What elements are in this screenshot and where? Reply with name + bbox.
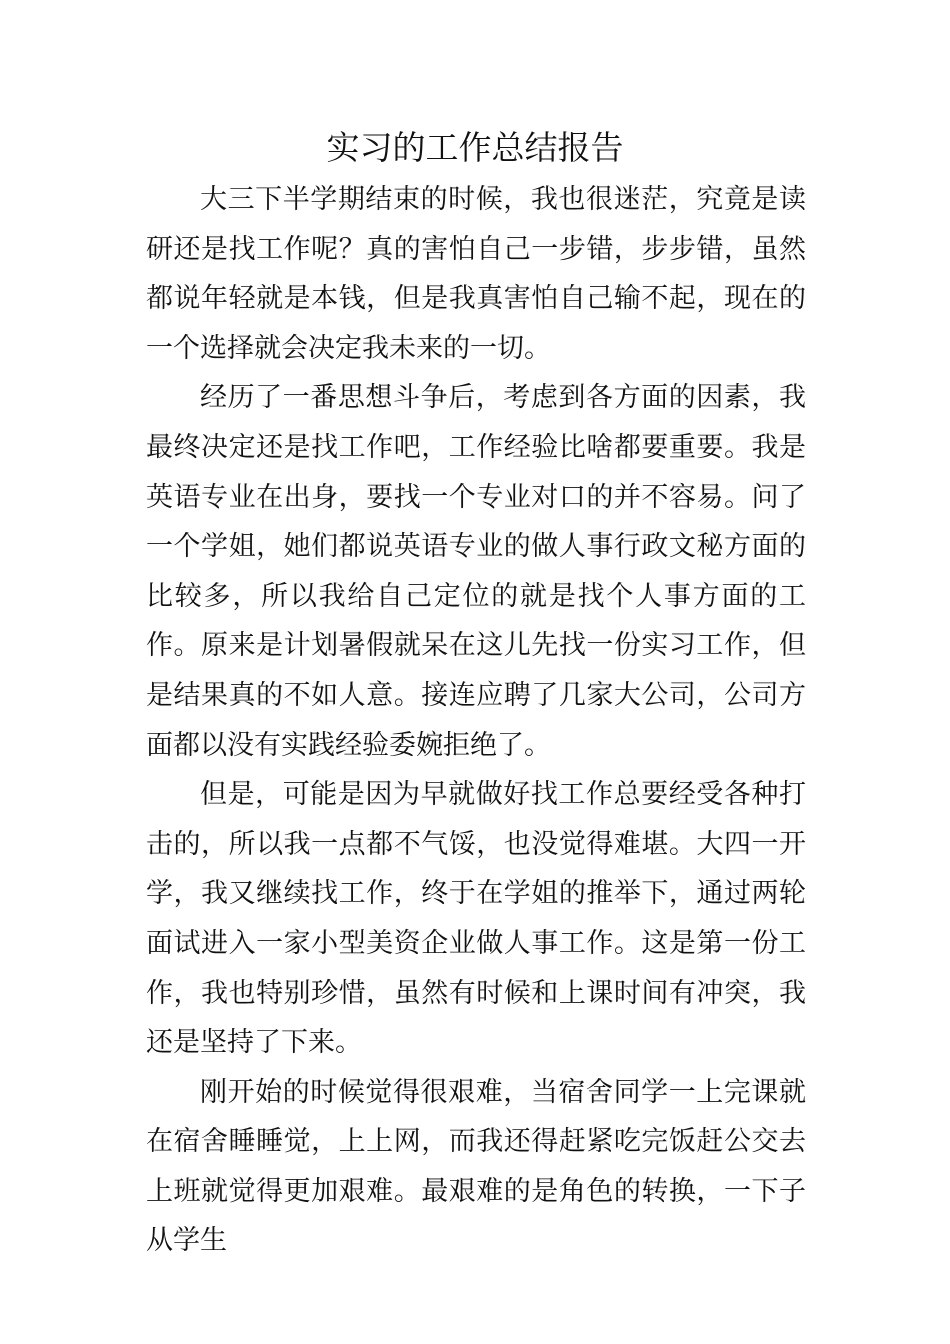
paragraph: 经历了一番思想斗争后，考虑到各方面的因素，我最终决定还是找工作吧，工作经验比啥都要重要。我是英语专业在出身，要找一个专业对口的并不容易。问了一个学姐，她们都说英语专业的做人事行政文秘方面的比较多，所以我给自己定位的就是找个人事方面的工作。原来是计划暑假就呆在这儿先找一份实习工作，但是结果真的不如人意。接连应聘了几家大公司，公司方面都以没有实践经验委婉拒绝了。 (146, 382, 806, 761)
paragraph: 但是，可能是因为早就做好找工作总要经受各种打击的，所以我一点都不气馁，也没觉得难堪。大四一开学，我又继续找工作，终于在学姐的推举下，通过两轮面试进入一家小型美资企业做人事工作。这是第一份工作，我也特别珍惜，虽然有时候和上课时间有冲突，我还是坚持了下来。 (146, 779, 806, 1059)
document-title: 实习的工作总结报告 (326, 128, 624, 167)
paragraph: 刚开始的时候觉得很艰难，当宿舍同学一上完课就在宿舍睡睡觉，上上网，而我还得赶紧吃完饭赶公交去上班就觉得更加艰难。最艰难的是角色的转换，一下子从学生 (146, 1076, 806, 1257)
document-body (146, 175, 806, 1266)
paragraph: 大三下半学期结束的时候，我也很迷茫，究竟是读研还是找工作呢？真的害怕自己一步错，步步错，虽然都说年轻就是本钱，但是我真害怕自己输不起，现在的一个选择就会决定我未来的一切。 (146, 184, 806, 364)
